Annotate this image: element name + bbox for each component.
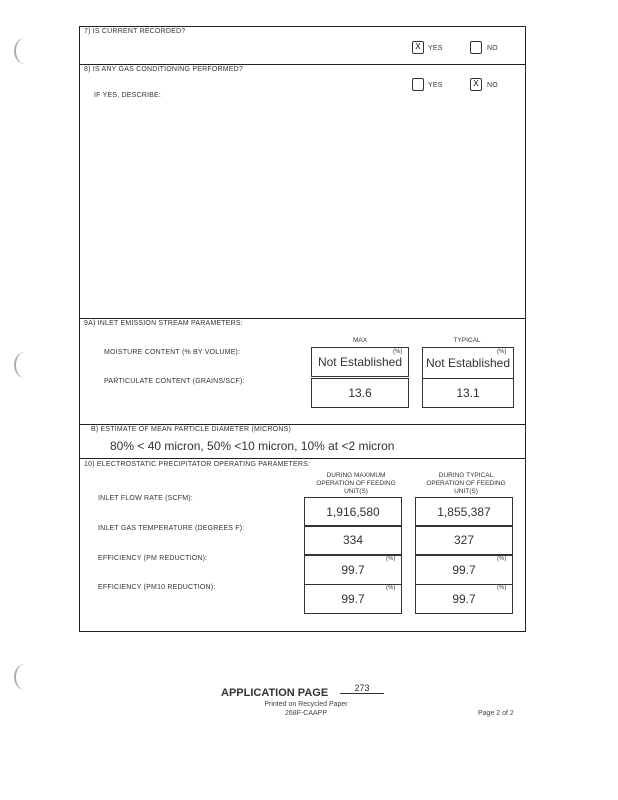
q10-label: 10) ELECTROSTATIC PRECIPITATOR OPERATING PARAMETERS: [84, 461, 311, 468]
moisture-typical-field[interactable]: Not Established [422, 347, 514, 379]
flow-rate-max-field[interactable]: 1,916,580 [304, 497, 402, 527]
q8-no-label: NO [487, 82, 498, 89]
q9b-label: B) ESTIMATE OF MEAN PARTICLE DIAMETER (MICRONS) [91, 426, 291, 433]
gas-temperature-typical-field[interactable]: 327 [415, 525, 513, 555]
pm10-efficiency-max-unit: (%) [386, 585, 396, 591]
pm10-efficiency-label: EFFICIENCY (PM10 REDUCTION): [98, 584, 216, 591]
q9a-label: 9A) INLET EMISSION STREAM PARAMETERS: [84, 320, 243, 327]
footer-page-number: 273 [340, 683, 384, 694]
typical-operation-header: DURING TYPICAL OPERATION OF FEEDING UNIT(S) [426, 472, 506, 495]
particle-diameter-value[interactable]: 80% < 40 micron, 50% <10 micron, 10% at <2 micron [110, 439, 395, 453]
footer-form-code: 268F-CAAPP [284, 710, 328, 717]
particulate-typical-field[interactable]: 13.1 [422, 378, 514, 408]
max-operation-header: DURING MAXIMUM OPERATION OF FEEDING UNIT(S) [316, 472, 396, 495]
moisture-max-field[interactable]: Not Established [311, 347, 409, 377]
q7-no-label: NO [487, 45, 498, 52]
gas-temperature-label: INLET GAS TEMPERATURE (DEGREES F): [98, 525, 245, 532]
section-divider [79, 64, 525, 65]
pm-efficiency-max-field[interactable]: 99.7 [304, 555, 402, 585]
pm10-efficiency-typical-field[interactable]: 99.7 [415, 584, 513, 614]
pm-efficiency-label: EFFICIENCY (PM REDUCTION): [98, 555, 208, 562]
typical-column-header: TYPICAL [453, 337, 481, 344]
pm-efficiency-typical-field[interactable]: 99.7 [415, 555, 513, 585]
section-divider [79, 318, 525, 319]
pm-efficiency-max-unit: (%) [386, 556, 396, 562]
q7-yes-label: YES [428, 45, 443, 52]
q7-label: 7) IS CURRENT RECORDED? [84, 28, 186, 35]
section-divider [79, 458, 525, 459]
section-divider [79, 424, 525, 425]
q8-yes-label: YES [428, 82, 443, 89]
moisture-label: MOISTURE CONTENT (% BY VOLUME): [104, 349, 241, 356]
q7-yes-checkbox[interactable]: X [412, 41, 424, 54]
pm-efficiency-typical-unit: (%) [497, 556, 507, 562]
punch-hole [14, 38, 36, 64]
particulate-label: PARTICULATE CONTENT (GRAINS/SCF): [104, 378, 245, 385]
q8-no-checkbox[interactable]: X [470, 78, 482, 91]
q8-yes-checkbox[interactable] [412, 78, 424, 91]
particulate-max-field[interactable]: 13.6 [311, 378, 409, 408]
q8-describe-label: IF YES, DESCRIBE: [94, 92, 162, 99]
q8-label: 8) IS ANY GAS CONDITIONING PERFORMED? [84, 66, 243, 73]
footer-recycled-note: Printed on Recycled Paper [264, 701, 348, 708]
max-column-header: MAX [352, 337, 368, 344]
flow-rate-label: INLET FLOW RATE (SCFM): [98, 495, 193, 502]
punch-hole [14, 352, 36, 378]
q7-no-checkbox[interactable] [470, 41, 482, 54]
moisture-typical-unit: (%) [497, 349, 507, 355]
flow-rate-typical-field[interactable]: 1,855,387 [415, 497, 513, 527]
footer-title: APPLICATION PAGE [221, 687, 329, 699]
punch-hole [14, 664, 36, 690]
pm10-efficiency-typical-unit: (%) [497, 585, 507, 591]
moisture-max-unit: (%) [393, 349, 403, 355]
footer-page-of: Page 2 of 2 [478, 710, 514, 717]
pm10-efficiency-max-field[interactable]: 99.7 [304, 584, 402, 614]
gas-temperature-max-field[interactable]: 334 [304, 525, 402, 555]
